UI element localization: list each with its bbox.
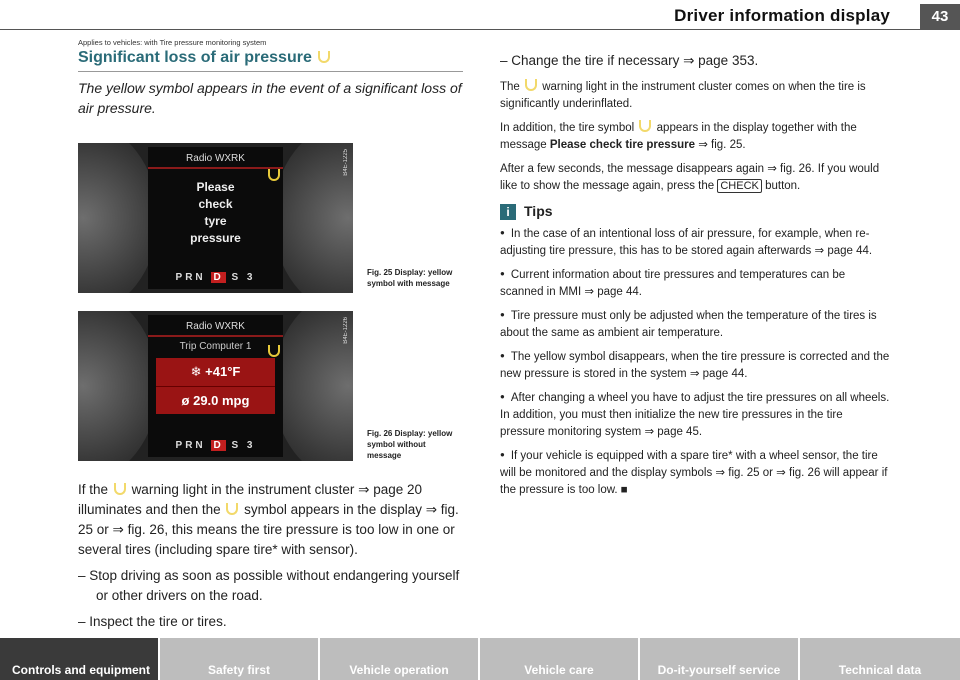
gear-prn: PRN [175,440,206,451]
tire-pressure-icon [226,503,238,515]
tip-item: ● The yellow symbol disappears, when the tire pressure is corrected and the new pressure is stored in the system ⇒ page 44. [500,347,890,383]
tire-pressure-icon [318,51,330,63]
figure-code: B4E-1226 [343,317,349,344]
tire-pressure-icon [268,345,280,357]
text: appears in the display together with the message [500,122,857,151]
left-gauge [78,311,158,461]
right-column [500,52,890,504]
gear-d: D [213,440,224,451]
figure-25-caption: Fig. 25 Display: yellow symbol with message [367,268,453,288]
tire-pressure-icon [268,169,280,181]
tire-pressure-icon [114,483,126,495]
text: In addition, the tire symbol [500,122,635,134]
left-gauge [78,143,158,293]
right-gauge [273,143,353,293]
figure-25-display [78,143,353,293]
gear-indicator [148,272,283,283]
left-column-header [78,38,463,118]
display-screen [148,315,283,457]
instruction-step: – Inspect the tire or tires. [78,614,227,629]
tab-controls-and-equipment[interactable]: Controls and equipment [0,638,160,680]
gear-prn: PRN [175,272,206,283]
tip-item: ● Tire pressure must only be adjusted when the temperature of the tires is about the same as ambient air temperature. [500,306,890,342]
text: button. [765,180,801,192]
text: ⇒ fig. 25. [698,139,746,151]
info-icon: i [500,204,516,220]
avg-consumption: ø 29.0 mpg [181,393,250,408]
figure-code: B4E-1225 [343,149,349,176]
instruction-step: – Stop driving as soon as possible without endangering yourself or other drivers on the road. [78,568,460,603]
footer-nav [0,638,960,680]
paragraph [500,120,890,154]
paragraph [78,480,463,560]
radio-header: Radio WXRK [148,153,283,169]
tab-vehicle-operation[interactable]: Vehicle operation [320,638,480,680]
outside-temp: ❄ +41°F [190,364,241,379]
figure-26-caption: Fig. 26 Display: yellow symbol without message [367,429,453,460]
msg-line-2: check [198,197,233,211]
right-gauge [273,311,353,461]
instruction-step: – Change the tire if necessary ⇒ page 353. [500,53,759,68]
text: The [500,81,520,93]
paragraph [500,161,890,195]
trip-readout [156,358,275,414]
header-title: Driver information display [674,6,890,25]
check-button-label: CHECK [717,179,762,193]
msg-line-3: tyre [204,214,227,228]
msg-line-4: pressure [190,231,241,245]
msg-line-1: Please [196,180,235,194]
tab-technical-data[interactable]: Technical data [800,638,960,680]
gear-indicator [148,440,283,451]
tab-vehicle-care[interactable]: Vehicle care [480,638,640,680]
tab-safety-first[interactable]: Safety first [160,638,320,680]
tips-title: Tips [524,203,553,219]
radio-header: Radio WXRK [148,321,283,337]
paragraph [500,79,890,113]
header-rule [0,29,932,30]
text: warning light in the instrument cluster comes on when the tire is significantly underinflated. [500,81,866,110]
tab-do-it-yourself-service[interactable]: Do-it-yourself service [640,638,800,680]
text: symbol appears in the display ⇒ fig. 25 or ⇒ fig. 26, this means the tire pressure is too low in one or several tires (including spare tire* with sensor). [78,502,459,557]
section-title [78,49,463,72]
figure-26-display [78,311,353,461]
tire-pressure-icon [639,120,651,132]
tip-item: ● In the case of an intentional loss of air pressure, for example, when re-adjusting tire pressure, this has to be stored again afterwards ⇒ page 44. [500,224,890,260]
tips-heading [500,203,890,220]
left-body-text [78,480,463,636]
intro-text: The yellow symbol appears in the event of a significant loss of air pressure. [78,80,462,116]
gear-s: S 3 [231,272,256,283]
message-name: Please check tire pressure [549,139,695,151]
applies-to: Applies to vehicles: with Tire pressure monitoring system [78,38,267,47]
display-screen [148,147,283,289]
gear-s: S 3 [231,440,256,451]
text: If the [78,482,109,497]
warning-message [148,179,283,247]
page-number: 43 [920,4,960,30]
tip-item: ● Current information about tire pressures and temperatures can be scanned in MMI ⇒ page 44. [500,265,890,301]
section-title-text: Significant loss of air pressure [78,49,312,66]
tip-item: ● If your vehicle is equipped with a spare tire* with a wheel sensor, the tire will be monitored and the display symbols ⇒ fig. 25 or ⇒ fig. 26 will appear if the pressure is too low. ■ [500,446,890,499]
trip-computer-label: Trip Computer 1 [179,341,252,352]
gear-d: D [213,272,224,283]
tire-pressure-icon [525,79,537,91]
tip-item: ● After changing a wheel you have to adjust the tire pressures on all wheels. In addition, you must then initialize the new tire pressures in the tire pressure monitoring system ⇒ page 45. [500,388,890,441]
text: warning light in the instrument cluster ⇒ page 20 illuminates and then the [78,482,423,517]
text: After a few seconds, the message disappears again ⇒ fig. 26. If you would like to show the message again, press the [500,163,880,192]
